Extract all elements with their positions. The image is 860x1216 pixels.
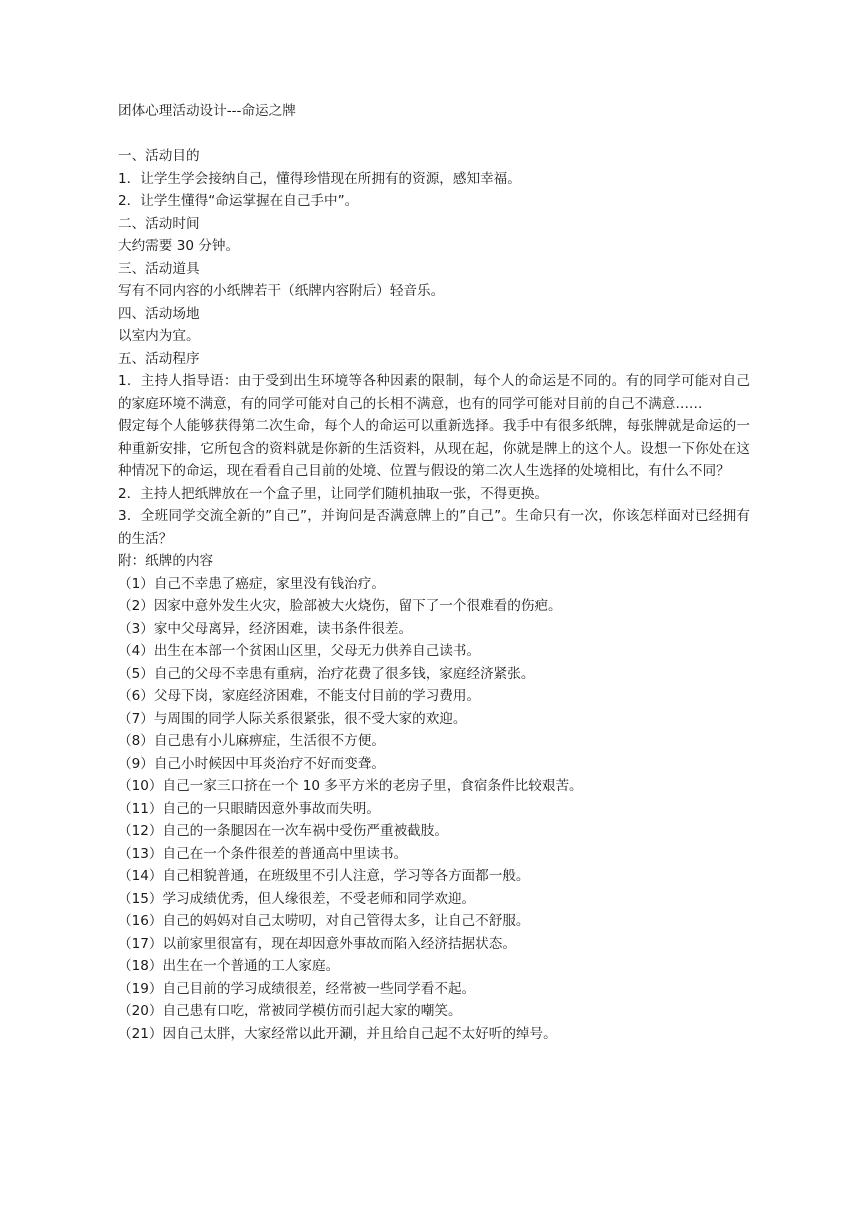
card-item: （16）自己的妈妈对自己太唠叨，对自己管得太多，让自己不舒服。 [118,913,530,929]
heading-venue: 四、活动场地 [118,305,200,322]
card-item: （1）自己不幸患了癌症，家里没有钱治疗。 [118,575,385,592]
card-item: （19）自己目前的学习成绩很差，经常被一些同学看不起。 [118,980,476,997]
procedure-step-3: 3．全班同学交流全新的”自己”，并询问是否满意牌上的”自己”。生命只有一次，你该怎样面对已经拥有的生活？ [118,508,750,547]
heading-props: 三、活动道具 [118,260,200,277]
card-item: （13）自己在一个条件很差的普通高中里读书。 [118,845,408,862]
card-item: （21）因自己太胖，大家经常以此开涮，并且给自己起不太好听的绰号。 [118,1025,557,1042]
heading-appendix: 附：纸牌的内容 [118,553,214,569]
blank-line [118,123,750,146]
document-page [118,100,750,1045]
time-text: 大约需要 30 分钟。 [118,238,240,254]
venue-text: 以室内为宜。 [118,328,200,344]
heading-time: 二、活动时间 [118,215,200,232]
card-item: （3）家中父母离异，经济困难，读书条件很差。 [118,620,413,637]
card-item: （4）出生在本部一个贫困山区里，父母无力供养自己读书。 [118,643,481,659]
card-item: （7）与周围的同学人际关系很紧张，很不受大家的欢迎。 [118,710,467,727]
purpose-item-1: 1．让学生学会接纳自己，懂得珍惜现在所拥有的资源，感知幸福。 [118,170,521,187]
card-item: （20）自己患有口吃，常被同学模仿而引起大家的嘲笑。 [118,1003,462,1019]
heading-procedure: 五、活动程序 [118,350,200,367]
document-title: 团体心理活动设计---命运之牌 [118,103,296,119]
card-item: （14）自己相貌普通，在班级里不引人注意，学习等各方面都一般。 [118,868,530,884]
card-item: （11）自己的一只眼睛因意外事故而失明。 [118,800,380,817]
card-item: （5）自己的父母不幸患有重病，治疗花费了很多钱，家庭经济紧张。 [118,665,535,682]
card-item: （10）自己一家三口挤在一个 10 多平方米的老房子里，食宿条件比较艰苦。 [118,778,583,794]
card-item: （9）自己小时候因中耳炎治疗不好而变聋。 [118,755,385,772]
procedure-step-2: 2．主持人把纸牌放在一个盒子里，让同学们随机抽取一张，不得更换。 [118,485,549,502]
card-item: （2）因家中意外发生火灾，脸部被大火烧伤，留下了一个很难看的伤疤。 [118,598,562,614]
card-item: （17）以前家里很富有，现在却因意外事故而陷入经济拮据状态。 [118,935,516,952]
procedure-step-1: 1．主持人指导语：由于受到出生环境等各种因素的限制，每个人的命运是不同的。有的同学可能对自己的家庭环境不满意，有的同学可能对自己的长相不满意，也有的同学可能对目前的自己不满意…… [118,373,750,412]
card-item: （8）自己患有小儿麻痹症，生活很不方便。 [118,733,385,749]
card-item: （15）学习成绩优秀，但人缘很差，不受老师和同学欢迎。 [118,890,476,907]
card-item: （12）自己的一条腿因在一次车祸中受伤严重被截肢。 [118,823,448,839]
heading-purpose: 一、活动目的 [118,148,200,164]
procedure-step-1-continued: 假定每个人能够获得第二次生命，每个人的命运可以重新选择。我手中有很多纸牌，每张牌就是命运的一种重新安排，它所包含的资料就是你新的生活资料，从现在起，你就是牌上的这个人。设想一下你处在这种情况下的命运，现在看看自己目前的处境、位置与假设的第二次人生选择的处境相比，有什么不同？ [118,418,750,479]
card-item: （6）父母下岗，家庭经济困难，不能支付目前的学习费用。 [118,688,481,704]
card-item: （18）出生在一个普通的工人家庭。 [118,958,340,974]
props-text: 写有不同内容的小纸牌若干（纸牌内容附后）轻音乐。 [118,283,445,299]
purpose-item-2: 2．让学生懂得“命运掌握在自己手中”。 [118,193,359,209]
